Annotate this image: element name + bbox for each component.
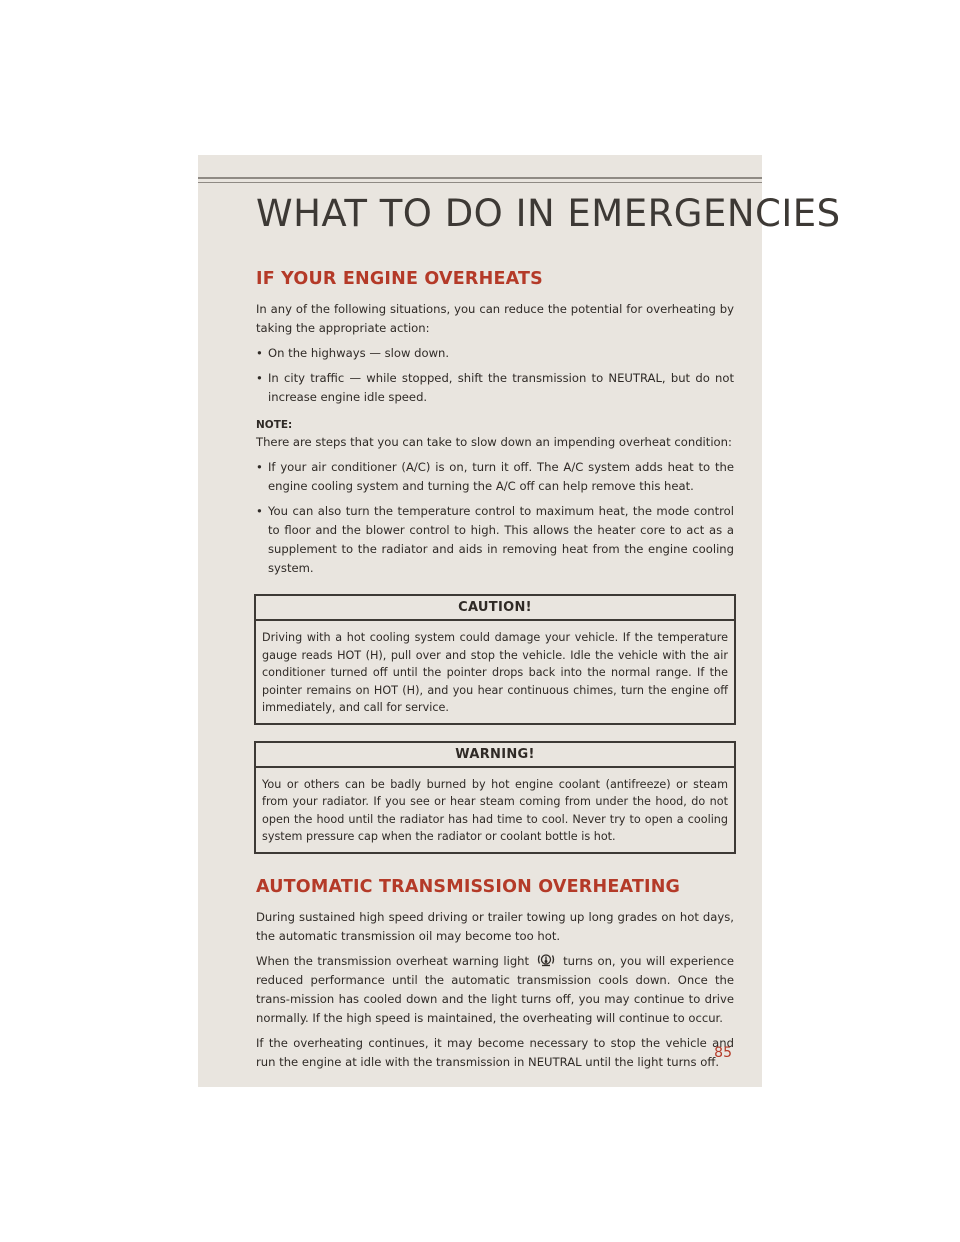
list-item: • In city traffic — while stopped, shift the transmission to NEUTRAL, but do not increase engine idle speed.	[256, 369, 734, 407]
transmission-p2-start: When the transmission overheat warning light	[256, 953, 530, 968]
list-item: • On the highways — slow down.	[256, 344, 734, 363]
note-steps-list	[256, 458, 734, 578]
header-rule-top	[198, 177, 762, 179]
transmission-temperature-warning-icon	[533, 952, 559, 968]
caution-title: CAUTION!	[256, 596, 734, 621]
warning-title: WARNING!	[256, 743, 734, 768]
heading-transmission-overheating: AUTOMATIC TRANSMISSION OVERHEATING	[256, 876, 681, 897]
overheat-intro: In any of the following situations, you can reduce the potential for overheating by taking the appropriate action:	[256, 302, 734, 335]
transmission-paragraph-3: If the overheating continues, it may become necessary to stop the vehicle and run the engine at idle with the transmission in NEUTRAL until the light turns off.	[256, 1035, 734, 1069]
caution-box	[254, 594, 736, 725]
page-number: 85	[714, 1045, 732, 1061]
transmission-paragraph-1: During sustained high speed driving or trailer towing up long grades on hot days, the automatic transmission oil may become too hot.	[256, 909, 734, 943]
transmission-paragraph-2	[256, 952, 734, 1028]
list-item: • If your air conditioner (A/C) is on, turn it off. The A/C system adds heat to the engine cooling system and turning the A/C off can help remove this heat.	[256, 458, 734, 496]
page-content	[256, 268, 734, 1078]
overheat-actions-list	[256, 344, 734, 407]
note-text: There are steps that you can take to slow down an impending overheat condition:	[256, 435, 732, 449]
section-title: WHAT TO DO IN EMERGENCIES	[256, 192, 841, 235]
warning-box	[254, 741, 736, 854]
caution-text: Driving with a hot cooling system could damage your vehicle. If the temperature gauge reads HOT (H), pull over and stop the vehicle. Idle the vehicle with the air conditioner turned off until the pointer drops back into the normal range. If the pointer remains on HOT (H), and you hear continuous chimes, turn the engine off immediately, and call for service.	[262, 631, 728, 714]
list-item: • You can also turn the temperature control to maximum heat, the mode control to floor and the blower control to high. This allows the heater core to act as a supplement to the radiator and aids in removing heat from the engine cooling system.	[256, 502, 734, 578]
manual-page	[198, 155, 841, 1087]
header-rule-bottom	[198, 182, 762, 183]
warning-text: You or others can be badly burned by hot engine coolant (antifreeze) or steam from your radiator. If you see or hear steam coming from under the hood, do not open the hood until the radiator has had time to cool. Never try to open a cooling system pressure cap when the radiator or coolant bottle is hot.	[262, 777, 728, 843]
heading-engine-overheats: IF YOUR ENGINE OVERHEATS	[256, 269, 543, 289]
note-label: NOTE:	[256, 419, 293, 431]
transmission-p2-end: turns on, you will experience reduced performance until the automatic transmission cools down. Once the trans-mission has cooled down and the light turns off, you may continue to drive normally. If the high speed is maintained, the overheating will continue to occur.	[256, 953, 734, 1025]
